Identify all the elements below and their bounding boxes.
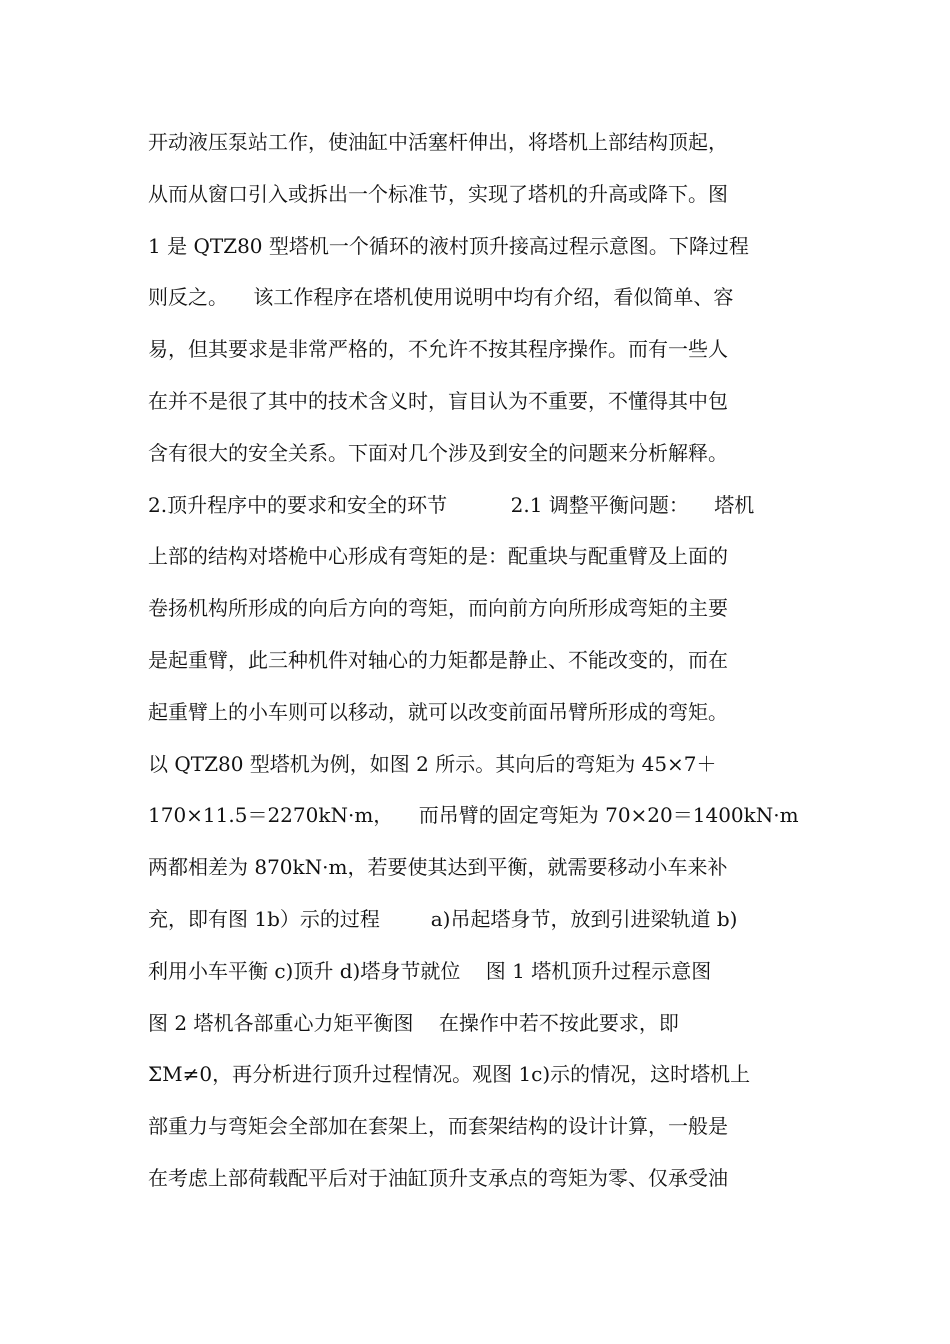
text-line: 在考虑上部荷载配平后对于油缸顶升支承点的弯矩为零、仅承受油 (148, 1165, 728, 1190)
text-line: 170×11.5＝2270kN·m， 而吊臂的固定弯矩为 70×20＝1400kN·m (148, 803, 799, 828)
text-line: 是起重臂，此三种机件对轴心的力矩都是静止、不能改变的，而在 (148, 647, 728, 672)
text-line: 两都相差为 870kN·m，若要使其达到平衡，就需要移动小车来补 (148, 855, 728, 880)
text-line: 1 是 QTZ80 型塔机一个循环的液村顶升接高过程示意图。下降过程 (148, 233, 749, 258)
text-line: 充，即有图 1b）示的过程 a)吊起塔身节，放到引进梁轨道 b) (148, 906, 738, 931)
text-line: 图 2 塔机各部重心力矩平衡图 在操作中若不按此要求，即 (148, 1010, 679, 1035)
body-text (148, 117, 808, 1205)
text-line: 从而从窗口引入或拆出一个标准节，实现了塔机的升高或降下。图 (148, 181, 728, 206)
text-line: 上部的结构对塔桅中心形成有弯矩的是：配重块与配重臂及上面的 (148, 544, 728, 569)
text-line: ΣM≠0，再分析进行顶升过程情况。观图 1c)示的情况，这时塔机上 (148, 1062, 751, 1087)
text-line: 部重力与弯矩会全部加在套架上，而套架结构的设计计算，一般是 (148, 1114, 728, 1139)
text-line: 以 QTZ80 型塔机为例，如图 2 所示。其向后的弯矩为 45×7＋ (148, 751, 717, 776)
text-line: 易，但其要求是非常严格的，不允许不按其程序操作。而有一些人 (148, 337, 728, 362)
text-line: 则反之。 该工作程序在塔机使用说明中均有介绍，看似简单、容 (148, 285, 734, 310)
text-line: 在并不是很了其中的技术含义时，盲目认为不重要，不懂得其中包 (148, 388, 728, 413)
text-line: 含有很大的安全关系。下面对几个涉及到安全的问题来分析解释。 (148, 440, 728, 465)
text-line: 起重臂上的小车则可以移动，就可以改变前面吊臂所形成的弯矩。 (148, 699, 728, 724)
text-line: 2.顶升程序中的要求和安全的环节 2.1 调整平衡问题： 塔机 (148, 492, 755, 517)
text-line: 卷扬机构所形成的向后方向的弯矩，而向前方向所形成弯矩的主要 (148, 596, 728, 621)
text-line: 利用小车平衡 c)顶升 d)塔身节就位 图 1 塔机顶升过程示意图 (148, 958, 712, 983)
text-line: 开动液压泵站工作，使油缸中活塞杆伸出，将塔机上部结构顶起， (148, 130, 728, 154)
